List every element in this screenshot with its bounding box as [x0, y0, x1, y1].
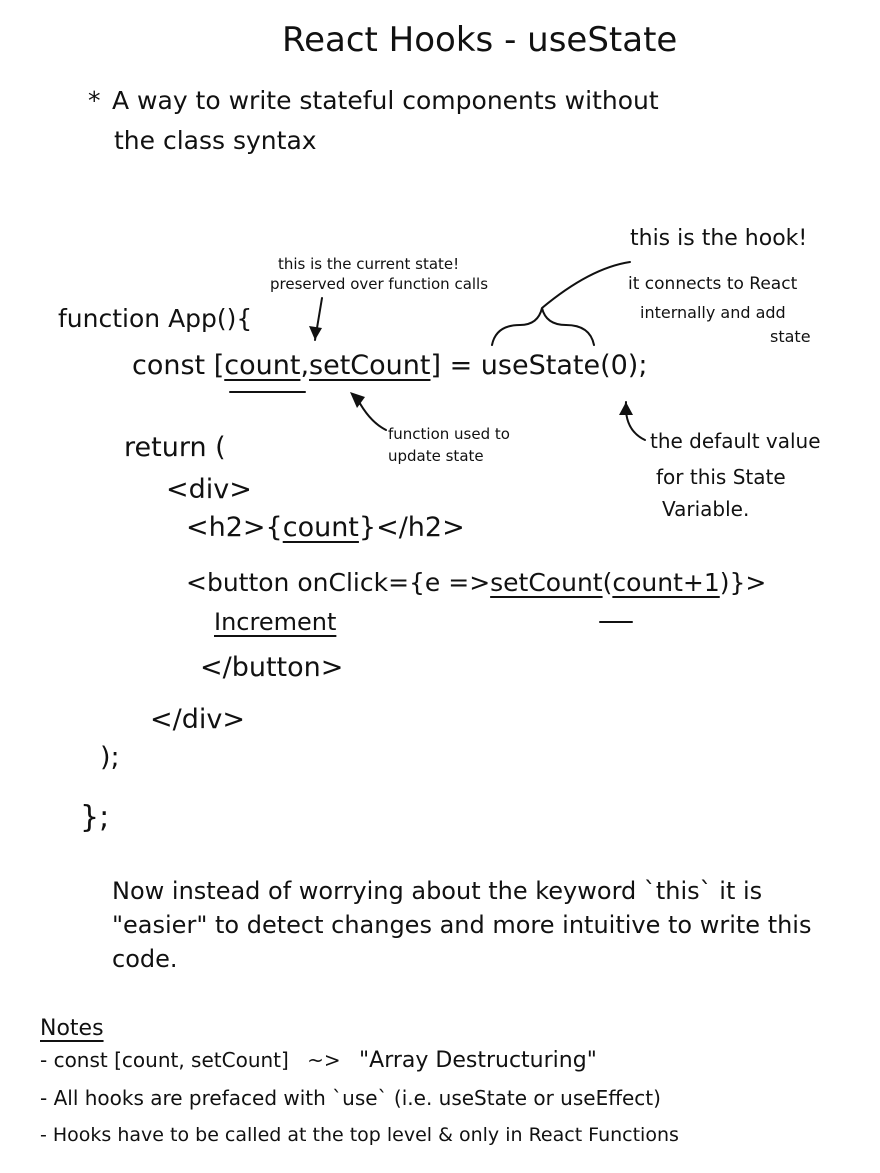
intro-bullet: * — [88, 86, 101, 115]
default-value-arrowhead — [619, 402, 633, 415]
default-note-line-2: for this State — [656, 465, 786, 489]
page-title: React Hooks - useState — [282, 20, 678, 60]
code-div-close: </div> — [150, 704, 245, 735]
hook-note-line-1: this is the hook! — [630, 226, 808, 251]
hook-note-line-3: internally and add — [640, 303, 786, 322]
notes-item-3: - Hooks have to be called at the top level & only in React Functions — [40, 1124, 679, 1146]
hook-brace — [492, 308, 594, 345]
intro-line-2: the class syntax — [114, 126, 317, 155]
code-const-line — [132, 350, 647, 381]
current-state-note-line-1: this is the current state! — [278, 255, 460, 273]
code-button-end: )}> — [719, 568, 767, 597]
default-value-arrow — [626, 402, 645, 440]
code-comma: , — [300, 350, 310, 381]
code-usestate-call: ] = useState( — [430, 350, 611, 381]
code-h2-open: <h2>{ — [186, 512, 283, 543]
notes-item-1-label: "Array Destructuring" — [359, 1048, 597, 1073]
code-const-close: ); — [627, 350, 648, 381]
notes-item-1 — [40, 1048, 597, 1073]
code-increment-text: Increment — [214, 608, 337, 636]
notes-item-2: - All hooks are prefaced with `use` (i.e. useState or useEffect) — [40, 1086, 661, 1110]
code-button-close: </button> — [200, 652, 344, 683]
hook-note-line-4: state — [770, 327, 811, 346]
code-brace-close: }; — [80, 800, 110, 835]
code-button-open: <button onClick={e => — [186, 568, 491, 597]
code-button-arg: count+1 — [612, 568, 720, 597]
code-button-setcount: setCount — [490, 568, 603, 597]
current-state-note-line-2: preserved over function calls — [270, 275, 489, 293]
code-paren-close: ); — [100, 742, 120, 773]
code-setcount-variable: setCount — [309, 350, 431, 381]
hook-arrow — [542, 262, 630, 308]
code-h2-line — [186, 512, 465, 543]
notes-heading: Notes — [40, 1016, 104, 1041]
current-state-arrowhead — [309, 326, 322, 340]
code-default-zero: 0 — [610, 350, 628, 381]
code-h2-close: }</h2> — [358, 512, 465, 543]
squiggle-arrow-icon: ~> — [307, 1048, 341, 1072]
setter-arrowhead — [350, 392, 365, 408]
code-button-line — [186, 568, 766, 597]
current-state-arrow — [315, 298, 322, 340]
notes-item-1-code: - const [count, setCount] — [40, 1048, 289, 1072]
intro-line-1: A way to write stateful components without — [112, 86, 659, 115]
code-count-variable: count — [224, 350, 301, 381]
code-function-declaration: function App(){ — [58, 304, 253, 333]
setter-arrow — [358, 400, 386, 430]
default-note-line-3: Variable. — [662, 497, 750, 521]
code-div-open: <div> — [166, 474, 252, 505]
setter-note-line-2: update state — [388, 447, 484, 465]
explanation-paragraph: Now instead of worrying about the keyword `this` it is "easier" to detect changes and more intuitive to write this code. — [112, 877, 812, 973]
code-h2-count: count — [282, 512, 359, 543]
code-button-label — [214, 608, 336, 636]
hook-note-line-2: it connects to React — [628, 274, 798, 294]
code-return: return ( — [124, 432, 226, 463]
code-const-keyword: const [ — [132, 350, 225, 381]
default-note-line-1: the default value — [650, 429, 821, 453]
setter-note-line-1: function used to — [388, 425, 510, 443]
code-button-paren: ( — [602, 568, 613, 597]
